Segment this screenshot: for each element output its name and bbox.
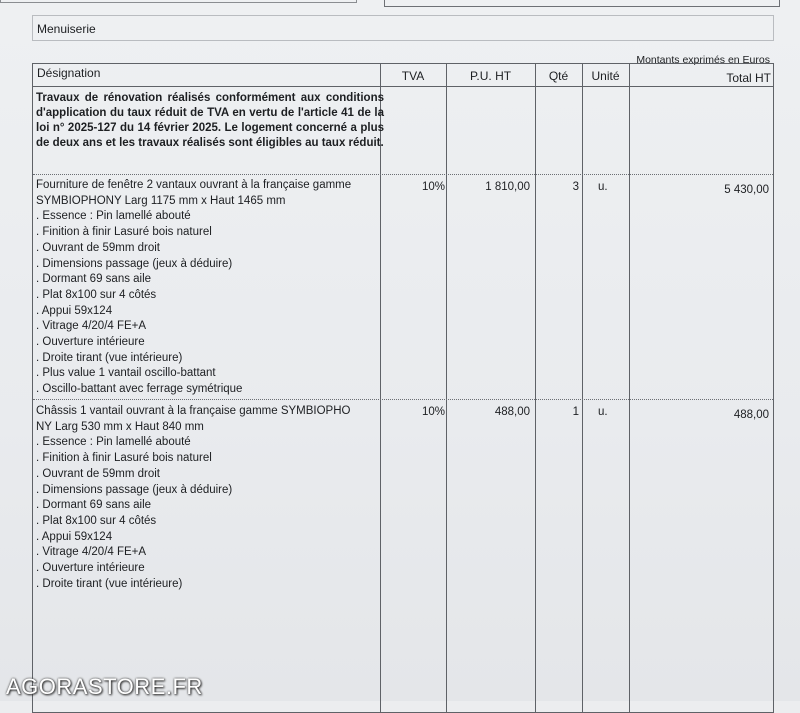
description-line: Châssis 1 vantail ouvrant à la française gamme SYMBIOPHO	[36, 405, 351, 417]
item-pu-ht: 1 810,00	[485, 181, 530, 193]
description-line: . Droite tirant (vue intérieure)	[36, 577, 183, 590]
description-line: . Essence : Pin lamellé abouté	[36, 436, 191, 449]
description-line: . Appui 59x124	[36, 304, 113, 317]
top-field-left	[0, 0, 357, 3]
vat-notice: Travaux de rénovation réalisés conformément aux conditions d'application du taux réduit de TVA en vertu de l'article 41 de la loi n° 2025-127 du 14 février 2025. Le logement concerné a plus de deux ans et les travaux réalisés sont éligibles au taux réduit.	[36, 92, 384, 149]
item-unite: u.	[598, 406, 608, 418]
header-pu-ht: P.U. HT	[469, 69, 512, 83]
description-line: . Finition à finir Lasuré bois naturel	[36, 452, 212, 465]
item-total-ht: 488,00	[733, 409, 769, 421]
column-divider	[582, 64, 583, 712]
description-line: . Droite tirant (vue intérieure)	[36, 351, 183, 364]
column-divider	[535, 64, 536, 712]
description-line: Fourniture de fenêtre 2 vantaux ouvrant à la française gamme	[36, 179, 352, 191]
column-divider	[446, 64, 447, 712]
description-line: . Ouvrant de 59mm droit	[36, 467, 160, 480]
row-separator	[33, 399, 773, 400]
header-tva: TVA	[401, 69, 425, 83]
item-pu-ht: 488,00	[494, 406, 530, 418]
description-line: . Ouvrant de 59mm droit	[36, 241, 160, 254]
description-line: . Appui 59x124	[36, 530, 113, 543]
row-separator	[33, 174, 773, 175]
description-line: . Finition à finir Lasuré bois naturel	[36, 226, 212, 239]
description-line: . Plat 8x100 sur 4 côtés	[36, 288, 157, 301]
description-line: . Oscillo-battant avec ferrage symétrique	[36, 383, 243, 396]
header-qte: Qté	[548, 69, 569, 83]
item-unite: u.	[598, 181, 608, 193]
header-total-ht: Total HT	[726, 71, 771, 85]
item-tva: 10%	[422, 181, 446, 193]
description-line: . Ouverture intérieure	[36, 562, 145, 575]
description-line: . Ouverture intérieure	[36, 336, 145, 349]
item-description	[36, 178, 386, 398]
watermark: AGORASTORE.FR	[6, 674, 203, 699]
description-line: . Essence : Pin lamellé abouté	[36, 210, 191, 223]
description-line: NY Larg 530 mm x Haut 840 mm	[36, 420, 204, 433]
item-total-ht: 5 430,00	[724, 184, 769, 196]
description-line: . Dimensions passage (jeux à déduire)	[36, 483, 233, 496]
description-line: . Vitrage 4/20/4 FE+A	[36, 320, 147, 333]
column-divider	[629, 64, 630, 712]
description-line: . Dimensions passage (jeux à déduire)	[36, 257, 233, 270]
item-description	[36, 404, 386, 592]
description-line: . Plat 8x100 sur 4 côtés	[36, 514, 157, 527]
description-line: . Dormant 69 sans aile	[36, 499, 152, 512]
description-line: . Dormant 69 sans aile	[36, 273, 152, 286]
item-qte: 3	[572, 181, 579, 193]
header-designation: Désignation	[37, 66, 101, 80]
description-line: SYMBIOPHONY Larg 1175 mm x Haut 1465 mm	[36, 194, 286, 207]
description-line: . Vitrage 4/20/4 FE+A	[36, 546, 147, 559]
top-field-right	[384, 0, 780, 7]
item-tva: 10%	[422, 406, 446, 418]
quote-table	[32, 63, 774, 713]
section-label: Menuiserie	[32, 15, 774, 41]
currency-note: Montants exprimés en Euros	[636, 54, 770, 66]
header-unite: Unité	[591, 69, 620, 83]
description-line: . Plus value 1 vantail oscillo-battant	[36, 367, 216, 380]
item-qte: 1	[572, 406, 579, 418]
